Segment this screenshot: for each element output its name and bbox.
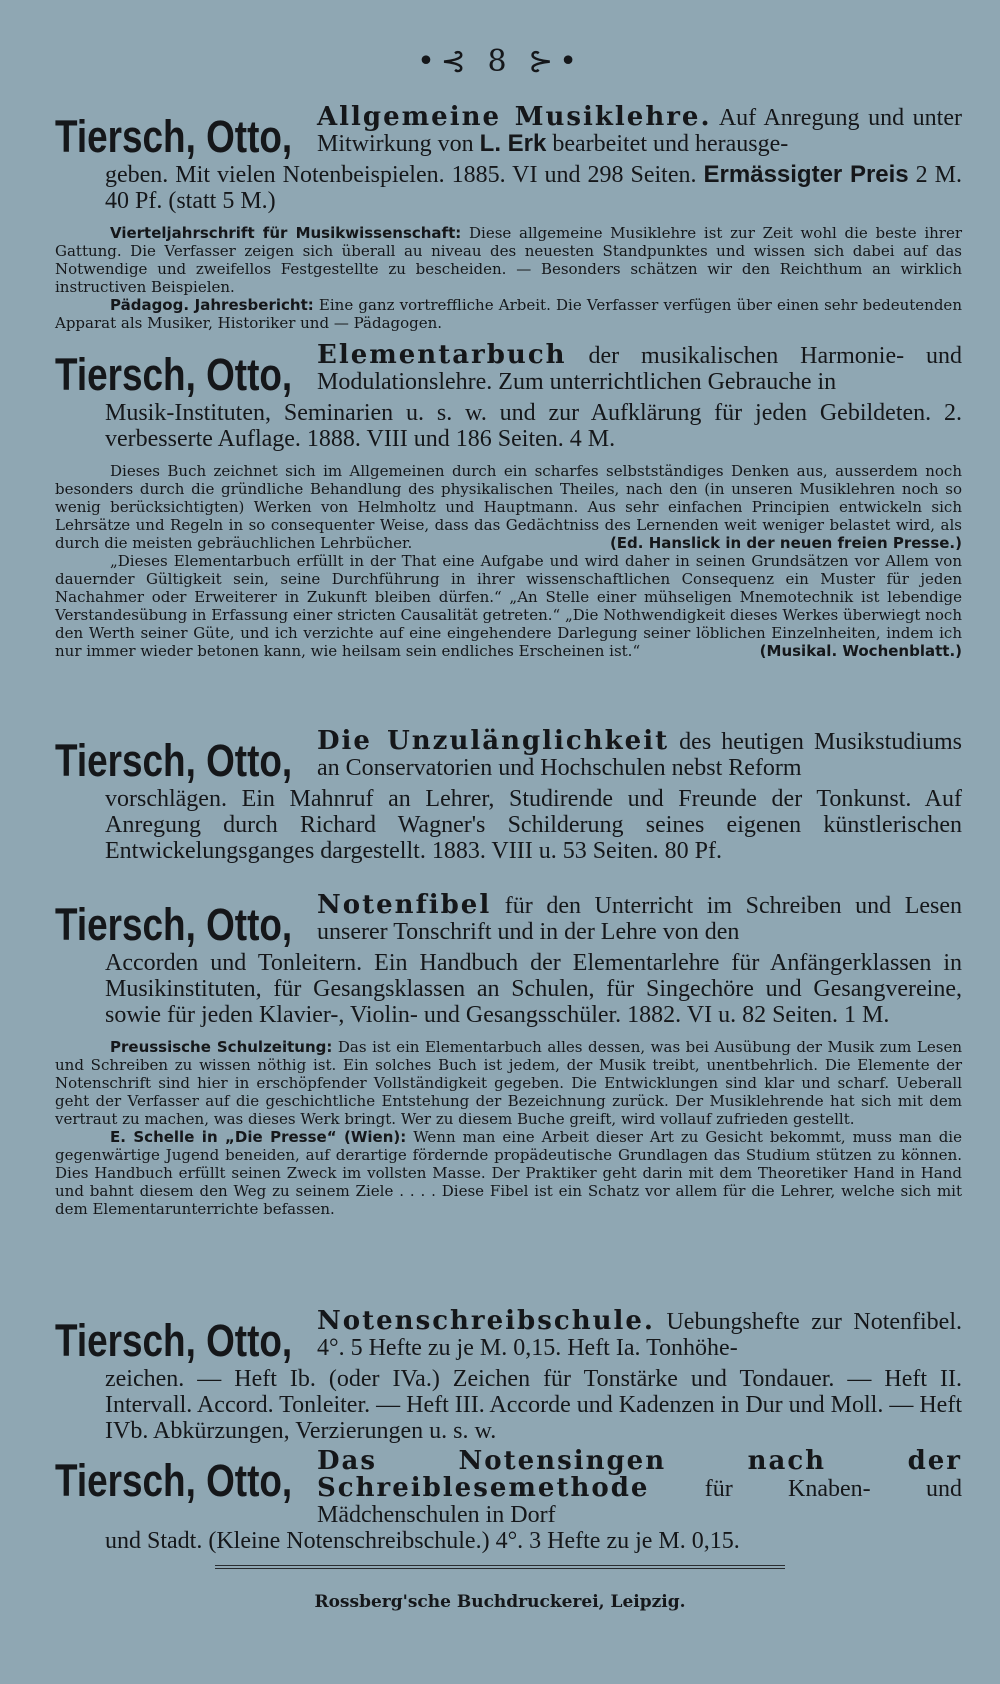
printer-imprint: Rossberg'sche Buchdruckerei, Leipzig. <box>314 1592 686 1612</box>
entry-author: Tiersch, Otto, <box>55 1455 293 1506</box>
entry-elementarbuch: Tiersch, Otto, Elementarbuch der musikalischen Harmonie- und Modulationslehre. Zum unterrichtlichen Gebrauche in Musik-Instituten, Seminarien u. s. w. und zur Aufklärung für jeden Gebildeten. 2. verbesserte Auflage. 1888. VIII und 186 Seiten. 4 M. Dieses Buch zeichnet sich im Allgemeinen durch ein scharfes selbstständiges Denken aus, ausserdem noch besonders durch die gründliche Behandlung des physikalischen Theiles, nach den (in unseren Musiklehren noch so wenig berücksichtigten) Werken von Helmholtz und Hauptmann. Aus sehr einfachen Principien entwickeln sich Lehrsätze und Regeln in so consequenter Weise, dass das Gedächtniss des Lernenden weit weniger belastet wird, als durch die meisten gebräuchlichen Lehrbücher. (Ed. Hanslick in der neuen freien Presse.) „Dieses Elementarbuch erfüllt in der That eine Aufgabe und wird daher in seinen Grundsätzen vor Allem von dauernder Gültigkeit sein, seine Durchführung in ihrer wissenschaftlichen Consequenz ein Muster für jeden Nachahmer oder Erweiterer in Zukunft bleiben dürfen.“ „An Stelle einer mühseligen Mnemotechnik ist lebendige Verstandesübung in Erfassung einer stricten Causalität getreten.“ „Die Nothwendigkeit dieses Werkes überwiegt noch den Werth seiner Güte, und ich verzichte auf eine eingehendere Darlegung seiner löblichen Einzelnheiten, indem ich nur immer wieder betonen kann, wie heilsam sein endliches Erscheinen ist.“ (Musikal. Wochenblatt.) <box>55 340 962 660</box>
entry-author: Tiersch, Otto, <box>55 899 293 950</box>
entry-description: Accorden und Tonleitern. Ein Handbuch der Elementarlehre für Anfängerklassen in Musikinstituten, für Gesangsklassen an Schulen, für Singechöre und Gesangvereine, sowie für jeden Klavier-, Violin- und Gesangsschüler. 1882. VI u. 82 Seiten. 1 M. <box>105 950 962 1028</box>
entry-title: Das Notensingen nach der Schreiblesemethode <box>317 1446 962 1503</box>
divider <box>215 1565 785 1569</box>
entry-author: Tiersch, Otto, <box>55 735 293 786</box>
entry-description: zeichen. — Heft Ib. (oder IVa.) Zeichen für Tonstärke und Tondauer. — Heft II. Intervall. Accord. Tonleiter. — Heft III. Accorde und Kadenzen in Dur und Moll. — Heft IVb. Abkürzungen, Verzierungen u. s. w. <box>105 1366 962 1444</box>
entry-title: Notenschreibschule. <box>317 1306 655 1336</box>
entry-description: geben. Mit vielen Notenbeispielen. 1885. VI und 298 Seiten. Ermässigter Preis 2 M. 40 Pf. (statt 5 M.) <box>105 161 963 214</box>
entry-description: und Stadt. (Kleine Notenschreibschule.) 4°. 3 Hefte zu je M. 0,15. <box>105 1528 740 1554</box>
entry-title: Notenfibel <box>317 890 492 920</box>
entry-author: Tiersch, Otto, <box>55 349 293 400</box>
ornament-right-icon: ⊱• <box>528 44 583 79</box>
page-number: •⊰ 8 ⊱• <box>417 44 583 79</box>
entry-description: Musik-Instituten, Seminarien u. s. w. und zur Aufklärung für jeden Gebildeten. 2. verbesserte Auflage. 1888. VIII und 186 Seiten. 4 M. <box>105 400 962 452</box>
review: Vierteljahrschrift für Musikwissenschaft: Diese allgemeine Musiklehre ist zur Zeit wohl die beste ihrer Gattung. Die Verfasser zeigen sich überall au niveau des neuesten Standpunktes und wissen sich dabei auf das Notwendige und zweifellos Festgestellte zu bescheiden. — Besonders schätzen wir den Reichthum an wirklich instructiven Beispielen. <box>55 224 962 296</box>
entry-author: Tiersch, Otto, <box>55 1315 293 1366</box>
review: Preussische Schulzeitung: Das ist ein Elementarbuch alles dessen, was bei Ausübung der Musik zum Lesen und Schreiben zu wissen nöthig ist. Ein solches Buch ist jedem, der Musik treibt, unentbehrlich. Die Elemente der Notenschrift sind hier in erschöpfender Vollständigkeit gegeben. Die Entwicklungen sind klar und scharf. Ueberall geht der Verfasser auf die geschichtliche Entstehung der Bezeichnung zurück. Der Musiklehrende hat sich mit dem vertraut zu machen, was dieses Werk bringt. Wer zu diesem Buche greift, wird vollauf zufrieden gestellt. <box>55 1038 962 1128</box>
entry-notenfibel: Tiersch, Otto, Notenfibel für den Unterricht im Schreiben und Lesen unserer Tonschrift und in der Lehre von den Accorden und Tonleitern. Ein Handbuch der Elementarlehre für Anfängerklassen in Musikinstituten, für Gesangsklassen an Schulen, für Singechöre und Gesangvereine, sowie für jeden Klavier-, Violin- und Gesangsschüler. 1882. VI u. 82 Seiten. 1 M. Preussische Schulzeitung: Das ist ein Elementarbuch alles dessen, was bei Ausübung der Musik zum Lesen und Schreiben zu wissen nöthig ist. Ein solches Buch ist jedem, der Musik treibt, unentbehrlich. Die Elemente der Notenschrift sind hier in erschöpfender Vollständigkeit gegeben. Die Entwicklungen sind klar und scharf. Ueberall geht der Verfasser auf die geschichtliche Entstehung der Bezeichnung zurück. Der Musiklehrende hat sich mit dem vertraut zu machen, was dieses Werk bringt. Wer zu diesem Buche greift, wird vollauf zufrieden gestellt. E. Schelle in „Die Presse“ (Wien): Wenn man eine Arbeit dieser Art zu Gesicht bekommt, muss man die gegenwärtige Jugend beneiden, auf derartige fördernde propädeutische Grundlagen das Studium stützen zu können. Dies Handbuch erfüllt seinen Zweck im vollsten Masse. Der Praktiker geht darin mit dem Theoretiker Hand in Hand und bahnt diesem den Weg zu seinem Ziele . . . . Diese Fibel ist ein Schatz vor allem für die Lehrer, welche sich mit dem Elementarunterrichte befassen. <box>55 890 962 1218</box>
entry-notenschreibschule: Tiersch, Otto, Notenschreibschule. Uebungshefte zur Notenfibel. 4°. 5 Hefte zu je M. 0,15. Heft Ia. Tonhöhe- zeichen. — Heft Ib. (oder IVa.) Zeichen für Tonstärke und Tondauer. — Heft II. Intervall. Accord. Tonleiter. — Heft III. Accorde und Kadenzen in Dur und Moll. — Heft IVb. Abkürzungen, Verzierungen u. s. w. <box>55 1306 962 1444</box>
entry-description: vorschlägen. Ein Mahnruf an Lehrer, Studirende und Freunde der Tonkunst. Auf Anregung durch Richard Wagner's Schilderung seines eigenen künstlerischen Entwickelungsganges dargestellt. 1883. VIII u. 53 Seiten. 80 Pf. <box>105 786 962 864</box>
review: Pädagog. Jahresbericht: Eine ganz vortreffliche Arbeit. Die Verfasser verfügen über einen sehr bedeutenden Apparat als Musiker, Historiker und — Pädagogen. <box>55 296 962 332</box>
entry-notensingen: Tiersch, Otto, Das Notensingen nach der Schreiblesemethode für Knaben- und Mädchenschulen in Dorf und Stadt. (Kleine Notenschreibschule.) 4°. 3 Hefte zu je M. 0,15. <box>55 1446 962 1554</box>
review: Dieses Buch zeichnet sich im Allgemeinen durch ein scharfes selbstständiges Denken aus, ausserdem noch besonders durch die gründliche Behandlung des physikalischen Theiles, nach den (in unseren Musiklehren noch so wenig berücksichtigten) Werken von Helmholtz und Hauptmann. Aus sehr einfachen Principien entwickeln sich Lehrsätze und Regeln in so consequenter Weise, dass das Gedächtniss des Lernenden weit weniger belastet wird, als durch die meisten gebräuchlichen Lehrbücher. (Ed. Hanslick in der neuen freien Presse.) <box>55 462 962 552</box>
review: E. Schelle in „Die Presse“ (Wien): Wenn man eine Arbeit dieser Art zu Gesicht bekommt, muss man die gegenwärtige Jugend beneiden, auf derartige fördernde propädeutische Grundlagen das Studium stützen zu können. Dies Handbuch erfüllt seinen Zweck im vollsten Masse. Der Praktiker geht darin mit dem Theoretiker Hand in Hand und bahnt diesem den Weg zu seinem Ziele . . . . Diese Fibel ist ein Schatz vor allem für die Lehrer, welche sich mit dem Elementarunterrichte befassen. <box>55 1128 962 1218</box>
entry-allgemeine-musiklehre: Tiersch, Otto, Allgemeine Musiklehre. Auf Anregung und unter Mitwirkung von L. Erk bearbeitet und herausge- geben. Mit vielen Notenbeispielen. 1885. VI und 298 Seiten. Ermässigter Preis 2 M. 40 Pf. (statt 5 M.) Vierteljahrschrift für Musikwissenschaft: Diese allgemeine Musiklehre ist zur Zeit wohl die beste ihrer Gattung. Die Verfasser zeigen sich überall au niveau des neuesten Standpunktes und wissen sich dabei auf das Notwendige und zweifellos Festgestellte zu bescheiden. — Besonders schätzen wir den Reichthum an wirklich instructiven Beispielen. Pädagog. Jahresbericht: Eine ganz vortreffliche Arbeit. Die Verfasser verfügen über einen sehr bedeutenden Apparat als Musiker, Historiker und — Pädagogen. <box>55 102 963 332</box>
entry-title: Elementarbuch <box>317 340 567 370</box>
entry-title: Die Unzulänglichkeit <box>317 726 670 756</box>
review: „Dieses Elementarbuch erfüllt in der That eine Aufgabe und wird daher in seinen Grundsätzen vor Allem von dauernder Gültigkeit sein, seine Durchführung in ihrer wissenschaftlichen Consequenz ein Muster für jeden Nachahmer oder Erweiterer in Zukunft bleiben dürfen.“ „An Stelle einer mühseligen Mnemotechnik ist lebendige Verstandesübung in Erfassung einer stricten Causalität getreten.“ „Die Nothwendigkeit dieses Werkes überwiegt noch den Werth seiner Güte, und ich verzichte auf eine eingehendere Darlegung seiner löblichen Einzelnheiten, indem ich nur immer wieder betonen kann, wie heilsam sein endliches Erscheinen ist.“ (Musikal. Wochenblatt.) <box>55 552 962 660</box>
entry-author: Tiersch, Otto, <box>55 111 293 162</box>
entry-unzulaenglichkeit: Tiersch, Otto, Die Unzulänglichkeit des heutigen Musikstudiums an Conservatorien und Hochschulen nebst Reform vorschlägen. Ein Mahnruf an Lehrer, Studirende und Freunde der Tonkunst. Auf Anregung durch Richard Wagner's Schilderung seines eigenen künstlerischen Entwickelungsganges dargestellt. 1883. VIII u. 53 Seiten. 80 Pf. <box>55 726 962 864</box>
entry-title: Allgemeine Musiklehre. <box>317 102 712 132</box>
ornament-left-icon: •⊰ <box>417 44 472 79</box>
